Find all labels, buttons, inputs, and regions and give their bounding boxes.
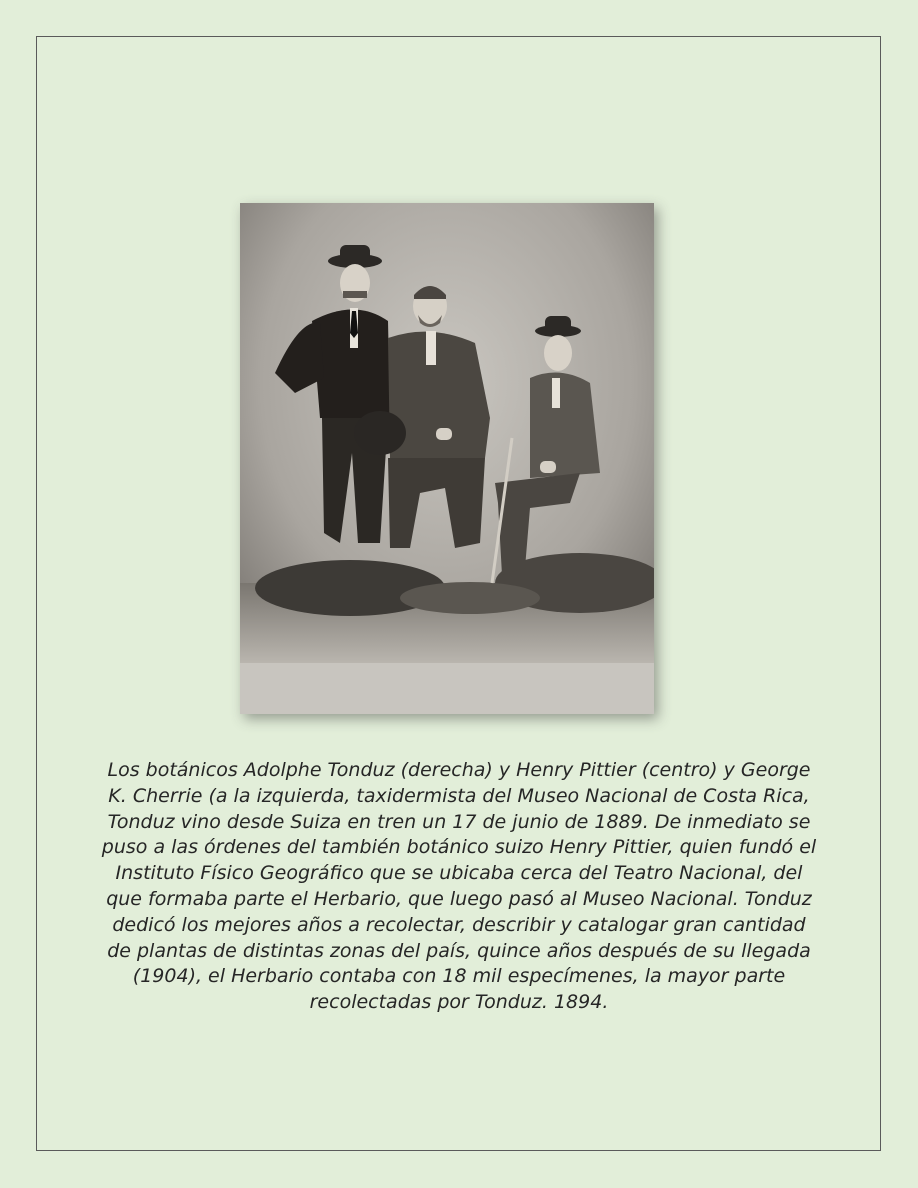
photo-illustration (240, 203, 654, 714)
historical-photograph (240, 203, 654, 714)
photo-caption: Los botánicos Adolphe Tonduz (derecha) y Henry Pittier (centro) y George K. Cherrie (a la izquierda, taxidermista del Museo Nacional de Costa Rica, Tonduz vino desde Suiza en tren un 17 de junio de 1889. De inmediato se puso a las órdenes del también botánico suizo Henry Pittier, quien fundó el Instituto Físico Geográfico que se ubicaba cerca del Teatro Nacional, del que formaba parte el Herbario, que luego pasó al Museo Nacional. Tonduz dedicó los mejores años a recolectar, describir y catalogar gran cantidad de plantas de distintas zonas del país, quince años después de su llegada (1904), el Herbario contaba con 18 mil especímenes, la mayor parte recolectadas por Tonduz. 1894. (101, 759, 817, 1014)
